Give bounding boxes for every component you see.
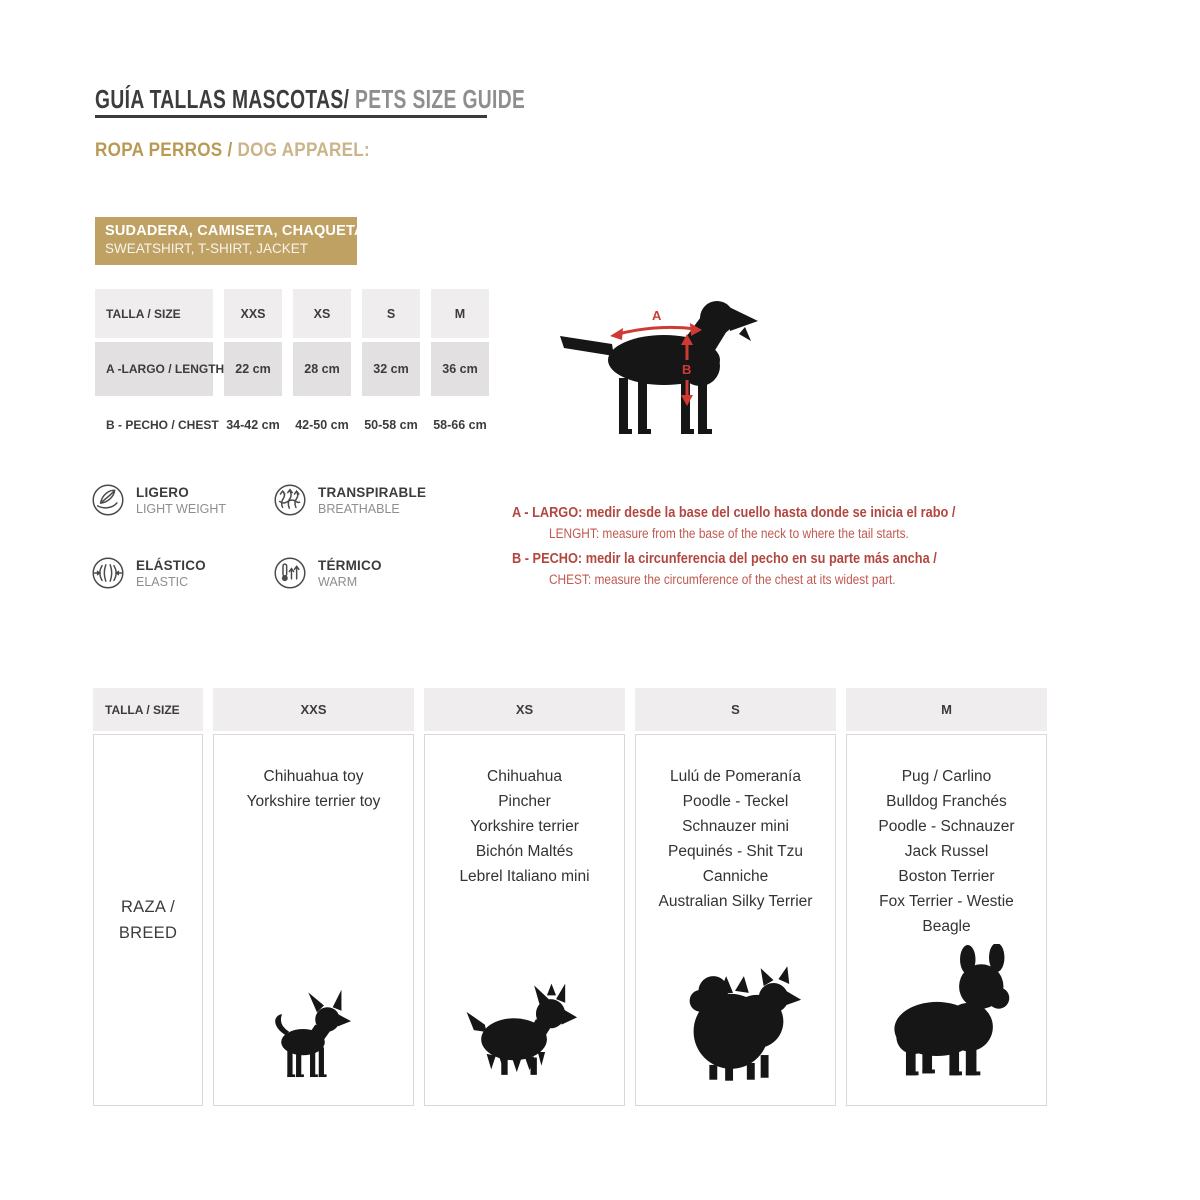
size-table-chest-row: [95, 400, 489, 450]
breed-list-xxs: [247, 764, 381, 814]
length-m: 36 cm: [431, 342, 489, 396]
note-length: [512, 503, 955, 544]
breed-item: Chihuahua: [487, 768, 562, 785]
elastic-icon: [91, 556, 125, 590]
breed-item: Boston Terrier: [898, 868, 995, 885]
breed-table-body-row: [93, 734, 1047, 1106]
feature-lightweight: [91, 483, 226, 517]
breed-item: Poodle - Teckel: [682, 793, 789, 810]
length-xs: 28 cm: [293, 342, 351, 396]
size-table-header-s: S: [362, 289, 420, 338]
garment-category-box: [95, 217, 369, 265]
breed-column-s: [635, 734, 836, 1106]
breed-column-xxs: [213, 734, 414, 1106]
breed-item: Yorkshire terrier: [470, 818, 579, 835]
raza-breed-cell: [93, 734, 203, 1106]
subtitle-english: DOG APPAREL:: [232, 140, 370, 161]
measure-dog-figure: [552, 296, 784, 456]
size-table-header-m: M: [431, 289, 489, 338]
breed-item: Schnauzer mini: [682, 818, 789, 835]
dog-xs: [461, 979, 589, 1089]
size-table: [95, 289, 489, 450]
length-s: 32 cm: [362, 342, 420, 396]
feature-breathable: [273, 483, 426, 517]
arrow-b-label: B: [682, 362, 692, 377]
note-chest: [512, 549, 955, 590]
breed-header-s: S: [635, 688, 836, 731]
breed-column-xs: [424, 734, 625, 1106]
breed-list-m: [878, 764, 1014, 939]
pomeranian-silhouette: [662, 960, 810, 1084]
dog-s: [662, 960, 810, 1089]
breed-item: Pequinés - Shit Tzu: [668, 843, 803, 860]
chihuahua-silhouette: [261, 988, 366, 1084]
breed-header-label: TALLA / SIZE: [93, 688, 203, 731]
page-title-english: PETS SIZE GUIDE: [349, 84, 526, 114]
raza-label-line1: RAZA /: [120, 898, 176, 916]
breed-item: Canniche: [702, 868, 769, 885]
thermal-icon: [273, 556, 307, 590]
breed-item: Lebrel Italiano mini: [459, 868, 590, 885]
measure-dog-silhouette: [552, 296, 784, 456]
breed-header-xxs: XXS: [213, 688, 414, 731]
feature-warm-es: TÉRMICO: [318, 558, 382, 573]
breed-item: Pug / Carlino: [901, 768, 992, 785]
breed-list-s: [659, 764, 813, 914]
feature-breathable-en: BREATHABLE: [318, 502, 400, 516]
chest-xxs: 34-42 cm: [224, 400, 282, 450]
feature-lightweight-es: LIGERO: [136, 485, 189, 500]
breed-item: Bichón Maltés: [475, 843, 574, 860]
title-underline: [95, 115, 487, 118]
measure-notes: [512, 503, 955, 595]
feature-warm: [273, 556, 382, 590]
breed-header-m: M: [846, 688, 1047, 731]
yorkshire-terrier-silhouette: [461, 979, 589, 1084]
dog-m: [867, 944, 1027, 1089]
note-chest-spanish: B - PECHO: medir la circunferencia del pecho en su parte más ancha /: [512, 551, 937, 567]
feature-elastic-en: ELASTIC: [136, 575, 189, 589]
breed-item: Lulú de Pomeranía: [670, 768, 801, 785]
chest-m: 58-66 cm: [431, 400, 489, 450]
chest-row-label: B - PECHO / CHEST: [95, 400, 213, 450]
category-line-spanish: SUDADERA, CAMISETA, CHAQUETA/: [105, 223, 369, 239]
size-table-header-row: [95, 289, 489, 338]
page-title: [95, 84, 525, 115]
size-table-header-xs: XS: [293, 289, 351, 338]
feature-warm-en: WARM: [318, 575, 358, 589]
page-subtitle: [95, 140, 370, 162]
breed-item: Bulldog Franchés: [886, 793, 1007, 810]
note-chest-english: CHEST: measure the circumference of the chest at its widest part.: [548, 572, 896, 587]
feature-breathable-es: TRANSPIRABLE: [318, 485, 427, 500]
size-table-header-label: TALLA / SIZE: [95, 289, 213, 338]
page-title-spanish: GUÍA TALLAS MASCOTAS/: [95, 84, 350, 114]
breathable-icon: [273, 483, 307, 517]
breed-item: Jack Russel: [904, 843, 989, 860]
breed-item: Beagle: [922, 918, 971, 935]
breed-item: Fox Terrier - Westie: [879, 893, 1014, 910]
french-bulldog-silhouette: [867, 944, 1027, 1084]
breed-item: Chihuahua toy: [263, 768, 364, 785]
chest-xs: 42-50 cm: [293, 400, 351, 450]
feature-elastic: [91, 556, 206, 590]
breed-list-xs: [459, 764, 589, 889]
dog-xxs: [261, 988, 366, 1089]
feather-icon: [91, 483, 125, 517]
breed-column-m: [846, 734, 1047, 1106]
feature-lightweight-en: LIGHT WEIGHT: [136, 502, 227, 516]
breed-table: [93, 688, 1047, 1106]
chest-s: 50-58 cm: [362, 400, 420, 450]
arrow-a-label: A: [652, 308, 662, 323]
note-length-english: LENGHT: measure from the base of the neck to where the tail starts.: [548, 526, 909, 541]
raza-label-line2: BREED: [118, 924, 178, 942]
length-xxs: 22 cm: [224, 342, 282, 396]
size-table-length-row: [95, 342, 489, 396]
breed-item: Pincher: [498, 793, 551, 810]
length-row-label: A -LARGO / LENGTH: [95, 342, 213, 396]
breed-table-header-row: [93, 688, 1047, 731]
breed-item: Poodle - Schnauzer: [878, 818, 1015, 835]
size-table-header-xxs: XXS: [224, 289, 282, 338]
breed-item: Australian Silky Terrier: [658, 893, 813, 910]
subtitle-spanish: ROPA PERROS /: [95, 140, 233, 161]
category-line-english: SWEATSHIRT, T-SHIRT, JACKET: [105, 241, 309, 256]
feature-elastic-es: ELÁSTICO: [136, 558, 206, 573]
note-length-spanish: A - LARGO: medir desde la base del cuello hasta donde se inicia el rabo /: [512, 505, 956, 521]
breed-header-xs: XS: [424, 688, 625, 731]
breed-item: Yorkshire terrier toy: [246, 793, 381, 810]
